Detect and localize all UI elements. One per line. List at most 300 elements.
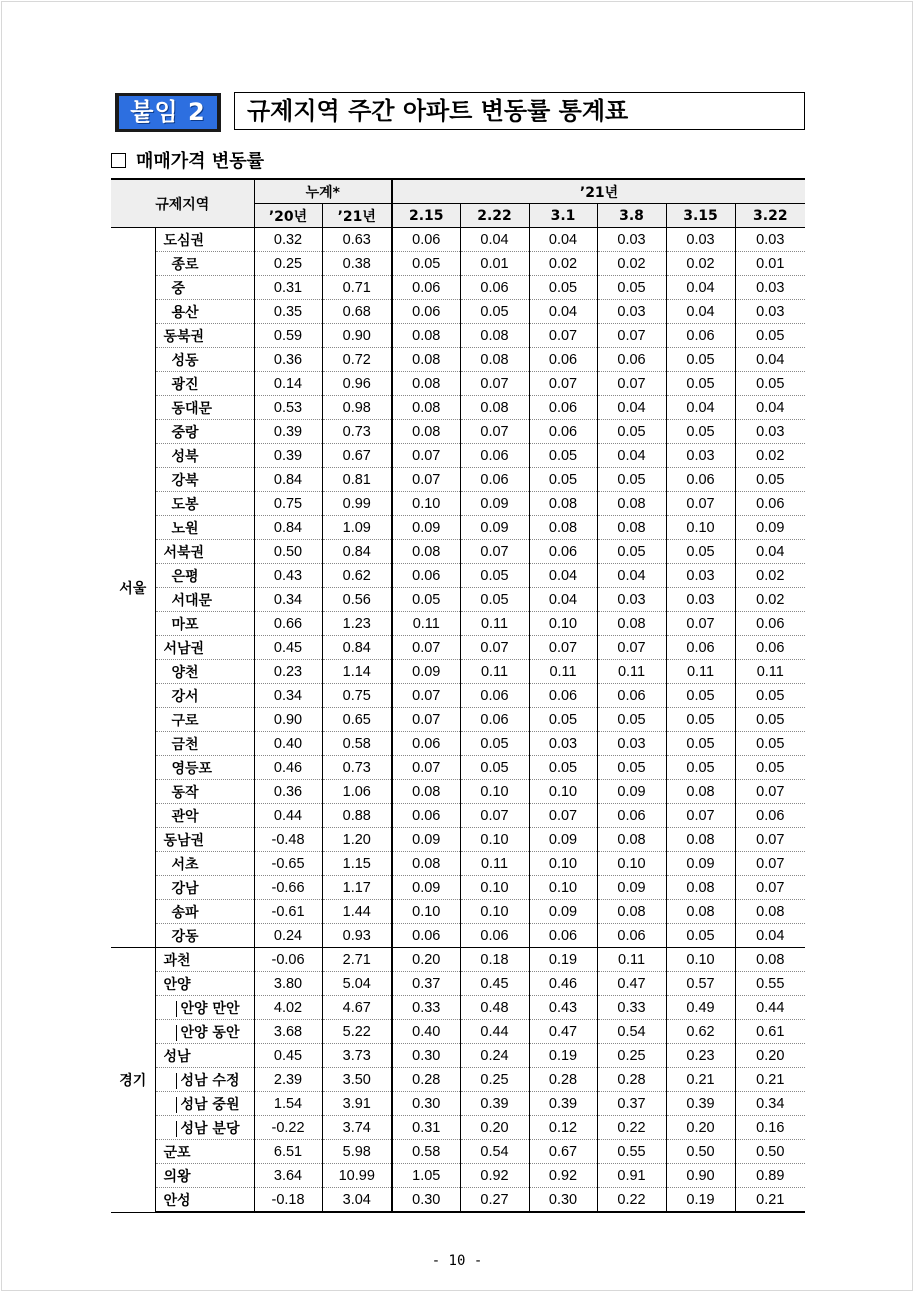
value-cell: 0.36: [254, 348, 322, 372]
value-cell: 0.06: [392, 732, 460, 756]
value-cell: 2.71: [322, 948, 392, 972]
value-cell: 10.99: [322, 1164, 392, 1188]
value-cell: 0.02: [666, 252, 735, 276]
value-cell: 0.36: [254, 780, 322, 804]
value-cell: 0.05: [597, 420, 666, 444]
section-label: 매매가격 변동률: [136, 151, 264, 172]
value-cell: 0.25: [460, 1068, 529, 1092]
column-header: 2.22: [460, 204, 529, 228]
value-cell: 0.11: [735, 660, 805, 684]
value-cell: 0.40: [254, 732, 322, 756]
value-cell: 0.06: [735, 492, 805, 516]
value-cell: 0.04: [666, 396, 735, 420]
value-cell: 0.39: [666, 1092, 735, 1116]
value-cell: 0.09: [392, 516, 460, 540]
value-cell: 0.05: [666, 348, 735, 372]
value-cell: 0.10: [392, 900, 460, 924]
region-name: 강서: [155, 684, 254, 708]
value-cell: 0.33: [597, 996, 666, 1020]
section-heading: [111, 147, 264, 173]
value-cell: 0.48: [460, 996, 529, 1020]
value-cell: 0.06: [529, 348, 597, 372]
value-cell: 0.10: [460, 876, 529, 900]
value-cell: 0.90: [322, 324, 392, 348]
value-cell: 0.90: [666, 1164, 735, 1188]
checkbox-square-icon: [111, 153, 126, 168]
value-cell: 0.22: [597, 1188, 666, 1213]
value-cell: 0.23: [254, 660, 322, 684]
value-cell: 3.50: [322, 1068, 392, 1092]
value-cell: 0.08: [460, 396, 529, 420]
value-cell: 0.08: [597, 516, 666, 540]
value-cell: 0.06: [460, 468, 529, 492]
value-cell: 0.67: [322, 444, 392, 468]
value-cell: 0.04: [735, 348, 805, 372]
value-cell: 0.07: [735, 876, 805, 900]
value-cell: 0.03: [666, 588, 735, 612]
value-cell: 0.09: [460, 492, 529, 516]
value-cell: 0.35: [254, 300, 322, 324]
column-header: 3.1: [529, 204, 597, 228]
value-cell: 0.84: [254, 516, 322, 540]
value-cell: 0.05: [529, 756, 597, 780]
value-cell: 0.04: [529, 588, 597, 612]
value-cell: 0.02: [529, 252, 597, 276]
value-cell: 0.04: [735, 540, 805, 564]
table-row: [111, 1164, 805, 1188]
page-title: 규제지역 주간 아파트 변동률 통계표: [234, 92, 805, 130]
value-cell: 0.45: [254, 636, 322, 660]
value-cell: 0.90: [254, 708, 322, 732]
region-name: 중랑: [155, 420, 254, 444]
value-cell: 0.06: [392, 564, 460, 588]
region-name: 서대문: [155, 588, 254, 612]
region-name: 의왕: [155, 1164, 254, 1188]
value-cell: 0.46: [254, 756, 322, 780]
value-cell: 0.31: [254, 276, 322, 300]
value-cell: 0.05: [597, 276, 666, 300]
value-cell: 0.58: [392, 1140, 460, 1164]
value-cell: 0.03: [597, 588, 666, 612]
table-row: [111, 540, 805, 564]
value-cell: 1.15: [322, 852, 392, 876]
table-row: [111, 564, 805, 588]
value-cell: -0.48: [254, 828, 322, 852]
value-cell: 0.08: [460, 324, 529, 348]
value-cell: 0.61: [735, 1020, 805, 1044]
region-name: 은평: [155, 564, 254, 588]
region-name: 동작: [155, 780, 254, 804]
value-cell: 0.07: [666, 612, 735, 636]
value-cell: 0.10: [460, 780, 529, 804]
region-name: 서초: [155, 852, 254, 876]
city-label: 경기: [111, 948, 155, 1213]
value-cell: 0.08: [597, 612, 666, 636]
value-cell: 0.09: [597, 876, 666, 900]
value-cell: 0.65: [322, 708, 392, 732]
region-name: 금천: [155, 732, 254, 756]
value-cell: 0.31: [392, 1116, 460, 1140]
table-body: [111, 228, 805, 1213]
value-cell: -0.65: [254, 852, 322, 876]
table-row: [111, 348, 805, 372]
value-cell: 0.57: [666, 972, 735, 996]
value-cell: 0.04: [597, 444, 666, 468]
value-cell: 0.07: [392, 468, 460, 492]
value-cell: 0.05: [735, 324, 805, 348]
value-cell: 0.21: [735, 1188, 805, 1213]
value-cell: 0.06: [392, 804, 460, 828]
value-cell: 0.98: [322, 396, 392, 420]
table-row: [111, 636, 805, 660]
table-row: [111, 1140, 805, 1164]
value-cell: 0.07: [460, 636, 529, 660]
value-cell: 0.30: [529, 1188, 597, 1213]
value-cell: 0.02: [735, 444, 805, 468]
value-cell: 0.89: [735, 1164, 805, 1188]
value-cell: 0.18: [460, 948, 529, 972]
table-row: [111, 660, 805, 684]
value-cell: 0.32: [254, 228, 322, 252]
value-cell: 0.03: [735, 420, 805, 444]
region-name: 용산: [155, 300, 254, 324]
value-cell: 0.62: [666, 1020, 735, 1044]
value-cell: 0.04: [529, 564, 597, 588]
value-cell: 0.08: [392, 372, 460, 396]
value-cell: 0.08: [597, 828, 666, 852]
value-cell: 0.10: [666, 948, 735, 972]
value-cell: 0.05: [666, 420, 735, 444]
value-cell: 0.23: [666, 1044, 735, 1068]
value-cell: 0.44: [735, 996, 805, 1020]
table-row: [111, 420, 805, 444]
value-cell: 5.04: [322, 972, 392, 996]
value-cell: 0.08: [392, 852, 460, 876]
value-cell: 0.06: [392, 924, 460, 948]
value-cell: 0.07: [666, 492, 735, 516]
value-cell: 0.24: [460, 1044, 529, 1068]
value-cell: 0.45: [460, 972, 529, 996]
value-cell: 0.25: [597, 1044, 666, 1068]
value-cell: 0.03: [597, 300, 666, 324]
value-cell: 0.07: [597, 324, 666, 348]
sub-region-label: 안양 동안: [176, 1025, 240, 1041]
region-name: 서남권: [155, 636, 254, 660]
value-cell: 0.05: [735, 372, 805, 396]
value-cell: 0.44: [460, 1020, 529, 1044]
value-cell: 0.58: [322, 732, 392, 756]
value-cell: 0.06: [735, 636, 805, 660]
value-cell: 0.04: [666, 300, 735, 324]
value-cell: 0.06: [597, 684, 666, 708]
value-cell: 0.21: [735, 1068, 805, 1092]
value-cell: 0.43: [529, 996, 597, 1020]
value-cell: 0.07: [735, 828, 805, 852]
value-cell: 0.07: [392, 708, 460, 732]
value-cell: 0.05: [666, 732, 735, 756]
value-cell: 0.47: [529, 1020, 597, 1044]
value-cell: 0.54: [460, 1140, 529, 1164]
value-cell: 0.03: [666, 564, 735, 588]
value-cell: 0.40: [392, 1020, 460, 1044]
value-cell: -0.66: [254, 876, 322, 900]
value-cell: 0.08: [597, 492, 666, 516]
column-header: 3.22: [735, 204, 805, 228]
value-cell: 0.05: [735, 708, 805, 732]
value-cell: 0.20: [735, 1044, 805, 1068]
value-cell: 0.09: [666, 852, 735, 876]
value-cell: 0.33: [392, 996, 460, 1020]
region-name: 마포: [155, 612, 254, 636]
value-cell: 0.06: [529, 540, 597, 564]
value-cell: 0.06: [392, 228, 460, 252]
value-cell: 0.11: [460, 852, 529, 876]
value-cell: 0.03: [735, 276, 805, 300]
value-cell: 0.05: [460, 756, 529, 780]
value-cell: 0.92: [460, 1164, 529, 1188]
region-name: [155, 1116, 254, 1140]
value-cell: 3.73: [322, 1044, 392, 1068]
value-cell: 0.06: [460, 684, 529, 708]
table-row: [111, 804, 805, 828]
value-cell: 4.67: [322, 996, 392, 1020]
value-cell: 0.10: [460, 828, 529, 852]
table-row: [111, 612, 805, 636]
value-cell: 0.56: [322, 588, 392, 612]
value-cell: 6.51: [254, 1140, 322, 1164]
value-cell: 0.05: [666, 924, 735, 948]
value-cell: 0.05: [597, 708, 666, 732]
value-cell: -0.22: [254, 1116, 322, 1140]
value-cell: 0.73: [322, 756, 392, 780]
value-cell: 0.30: [392, 1044, 460, 1068]
value-cell: 0.10: [529, 852, 597, 876]
column-header: ’20년: [254, 204, 322, 228]
value-cell: 0.07: [597, 372, 666, 396]
value-cell: 0.16: [735, 1116, 805, 1140]
page-number: - 10 -: [431, 1253, 483, 1269]
sub-region-label: 안양 만안: [176, 1001, 240, 1017]
value-cell: 0.27: [460, 1188, 529, 1213]
table-row: [111, 492, 805, 516]
value-cell: 0.09: [460, 516, 529, 540]
value-cell: -0.18: [254, 1188, 322, 1213]
value-cell: 0.05: [460, 732, 529, 756]
value-cell: 0.62: [322, 564, 392, 588]
table-row: [111, 1044, 805, 1068]
value-cell: 0.03: [735, 300, 805, 324]
value-cell: 0.11: [666, 660, 735, 684]
value-cell: 0.06: [529, 396, 597, 420]
value-cell: 0.08: [392, 396, 460, 420]
table-row: [111, 852, 805, 876]
value-cell: 0.28: [392, 1068, 460, 1092]
value-cell: 0.11: [529, 660, 597, 684]
value-cell: 0.09: [392, 876, 460, 900]
value-cell: 0.81: [322, 468, 392, 492]
value-cell: 0.08: [666, 780, 735, 804]
table-row: [111, 1116, 805, 1140]
value-cell: 0.02: [597, 252, 666, 276]
value-cell: 0.05: [735, 684, 805, 708]
value-cell: 0.20: [460, 1116, 529, 1140]
region-name: [155, 1068, 254, 1092]
value-cell: 2.39: [254, 1068, 322, 1092]
value-cell: 0.05: [666, 540, 735, 564]
region-name: 강북: [155, 468, 254, 492]
value-cell: 0.99: [322, 492, 392, 516]
sub-region-label: 성남 수정: [176, 1073, 240, 1089]
value-cell: 0.39: [254, 444, 322, 468]
value-cell: 0.05: [666, 684, 735, 708]
value-cell: 0.05: [597, 756, 666, 780]
table-row: [111, 468, 805, 492]
value-cell: 0.07: [666, 804, 735, 828]
value-cell: 0.66: [254, 612, 322, 636]
value-cell: 1.23: [322, 612, 392, 636]
value-cell: 0.03: [597, 732, 666, 756]
table-row: [111, 732, 805, 756]
value-cell: 0.05: [460, 300, 529, 324]
value-cell: 0.04: [735, 396, 805, 420]
table-row: [111, 708, 805, 732]
value-cell: 0.49: [666, 996, 735, 1020]
table-row: [111, 756, 805, 780]
value-cell: 0.05: [529, 708, 597, 732]
value-cell: 0.05: [735, 756, 805, 780]
value-cell: 0.04: [597, 564, 666, 588]
value-cell: 0.47: [597, 972, 666, 996]
value-cell: 0.34: [254, 588, 322, 612]
value-cell: 0.08: [597, 900, 666, 924]
region-name: 강남: [155, 876, 254, 900]
value-cell: 0.55: [735, 972, 805, 996]
table-row: [111, 252, 805, 276]
region-name: 과천: [155, 948, 254, 972]
value-cell: 0.06: [597, 348, 666, 372]
value-cell: 0.08: [666, 876, 735, 900]
region-name: 종로: [155, 252, 254, 276]
value-cell: 0.05: [597, 540, 666, 564]
attachment-badge: 붙임 2: [119, 96, 217, 129]
value-cell: 0.03: [666, 228, 735, 252]
value-cell: 0.25: [254, 252, 322, 276]
statistics-table: [111, 178, 805, 1213]
value-cell: 0.75: [254, 492, 322, 516]
value-cell: 0.07: [392, 444, 460, 468]
region-name: [155, 1092, 254, 1116]
value-cell: 0.11: [460, 660, 529, 684]
value-cell: 0.04: [529, 300, 597, 324]
value-cell: 0.88: [322, 804, 392, 828]
region-name: 노원: [155, 516, 254, 540]
value-cell: 0.07: [460, 420, 529, 444]
value-cell: 0.19: [529, 1044, 597, 1068]
table-row: [111, 900, 805, 924]
value-cell: 0.05: [529, 276, 597, 300]
value-cell: 0.07: [460, 540, 529, 564]
value-cell: 0.05: [666, 756, 735, 780]
value-cell: 0.06: [597, 804, 666, 828]
value-cell: 0.05: [460, 564, 529, 588]
column-header: ’21년: [322, 204, 392, 228]
value-cell: 0.14: [254, 372, 322, 396]
value-cell: 3.80: [254, 972, 322, 996]
value-cell: 0.50: [254, 540, 322, 564]
value-cell: 0.10: [529, 612, 597, 636]
value-cell: 0.39: [529, 1092, 597, 1116]
value-cell: 0.53: [254, 396, 322, 420]
value-cell: 0.07: [392, 684, 460, 708]
value-cell: 0.93: [322, 924, 392, 948]
value-cell: 5.22: [322, 1020, 392, 1044]
table-row: [111, 396, 805, 420]
table-row: [111, 876, 805, 900]
region-name: 성남: [155, 1044, 254, 1068]
value-cell: 1.44: [322, 900, 392, 924]
value-cell: 0.50: [735, 1140, 805, 1164]
table-row: [111, 924, 805, 948]
region-name: 도봉: [155, 492, 254, 516]
city-label: 서울: [111, 228, 155, 948]
value-cell: 0.08: [529, 492, 597, 516]
value-cell: 0.19: [529, 948, 597, 972]
value-cell: 0.07: [460, 372, 529, 396]
region-name: 동남권: [155, 828, 254, 852]
table-row: [111, 444, 805, 468]
value-cell: 0.38: [322, 252, 392, 276]
value-cell: 0.08: [735, 948, 805, 972]
value-cell: 0.67: [529, 1140, 597, 1164]
value-cell: 0.10: [529, 780, 597, 804]
value-cell: 0.05: [529, 468, 597, 492]
value-cell: 0.08: [392, 420, 460, 444]
value-cell: 0.05: [392, 588, 460, 612]
value-cell: 0.08: [460, 348, 529, 372]
value-cell: 0.08: [735, 900, 805, 924]
region-name: [155, 1020, 254, 1044]
region-name: 송파: [155, 900, 254, 924]
value-cell: 0.84: [254, 468, 322, 492]
value-cell: 4.02: [254, 996, 322, 1020]
value-cell: 0.07: [460, 804, 529, 828]
value-cell: 0.09: [529, 900, 597, 924]
value-cell: 1.09: [322, 516, 392, 540]
value-cell: 3.04: [322, 1188, 392, 1213]
region-name: 양천: [155, 660, 254, 684]
value-cell: 0.04: [735, 924, 805, 948]
value-cell: 0.20: [392, 948, 460, 972]
region-header: 규제지역: [111, 179, 254, 228]
table-row: [111, 516, 805, 540]
table-row: [111, 996, 805, 1020]
value-cell: 0.08: [392, 540, 460, 564]
year-header: ’21년: [392, 179, 805, 204]
value-cell: 0.09: [529, 828, 597, 852]
table-row: [111, 1068, 805, 1092]
region-name: 구로: [155, 708, 254, 732]
value-cell: 0.84: [322, 636, 392, 660]
region-name: 영등포: [155, 756, 254, 780]
value-cell: 0.08: [666, 828, 735, 852]
region-name: 서북권: [155, 540, 254, 564]
value-cell: 0.03: [735, 228, 805, 252]
value-cell: 0.08: [392, 348, 460, 372]
value-cell: 0.54: [597, 1020, 666, 1044]
value-cell: 0.11: [597, 948, 666, 972]
cumulative-header: 누계*: [254, 179, 392, 204]
value-cell: 0.05: [735, 732, 805, 756]
